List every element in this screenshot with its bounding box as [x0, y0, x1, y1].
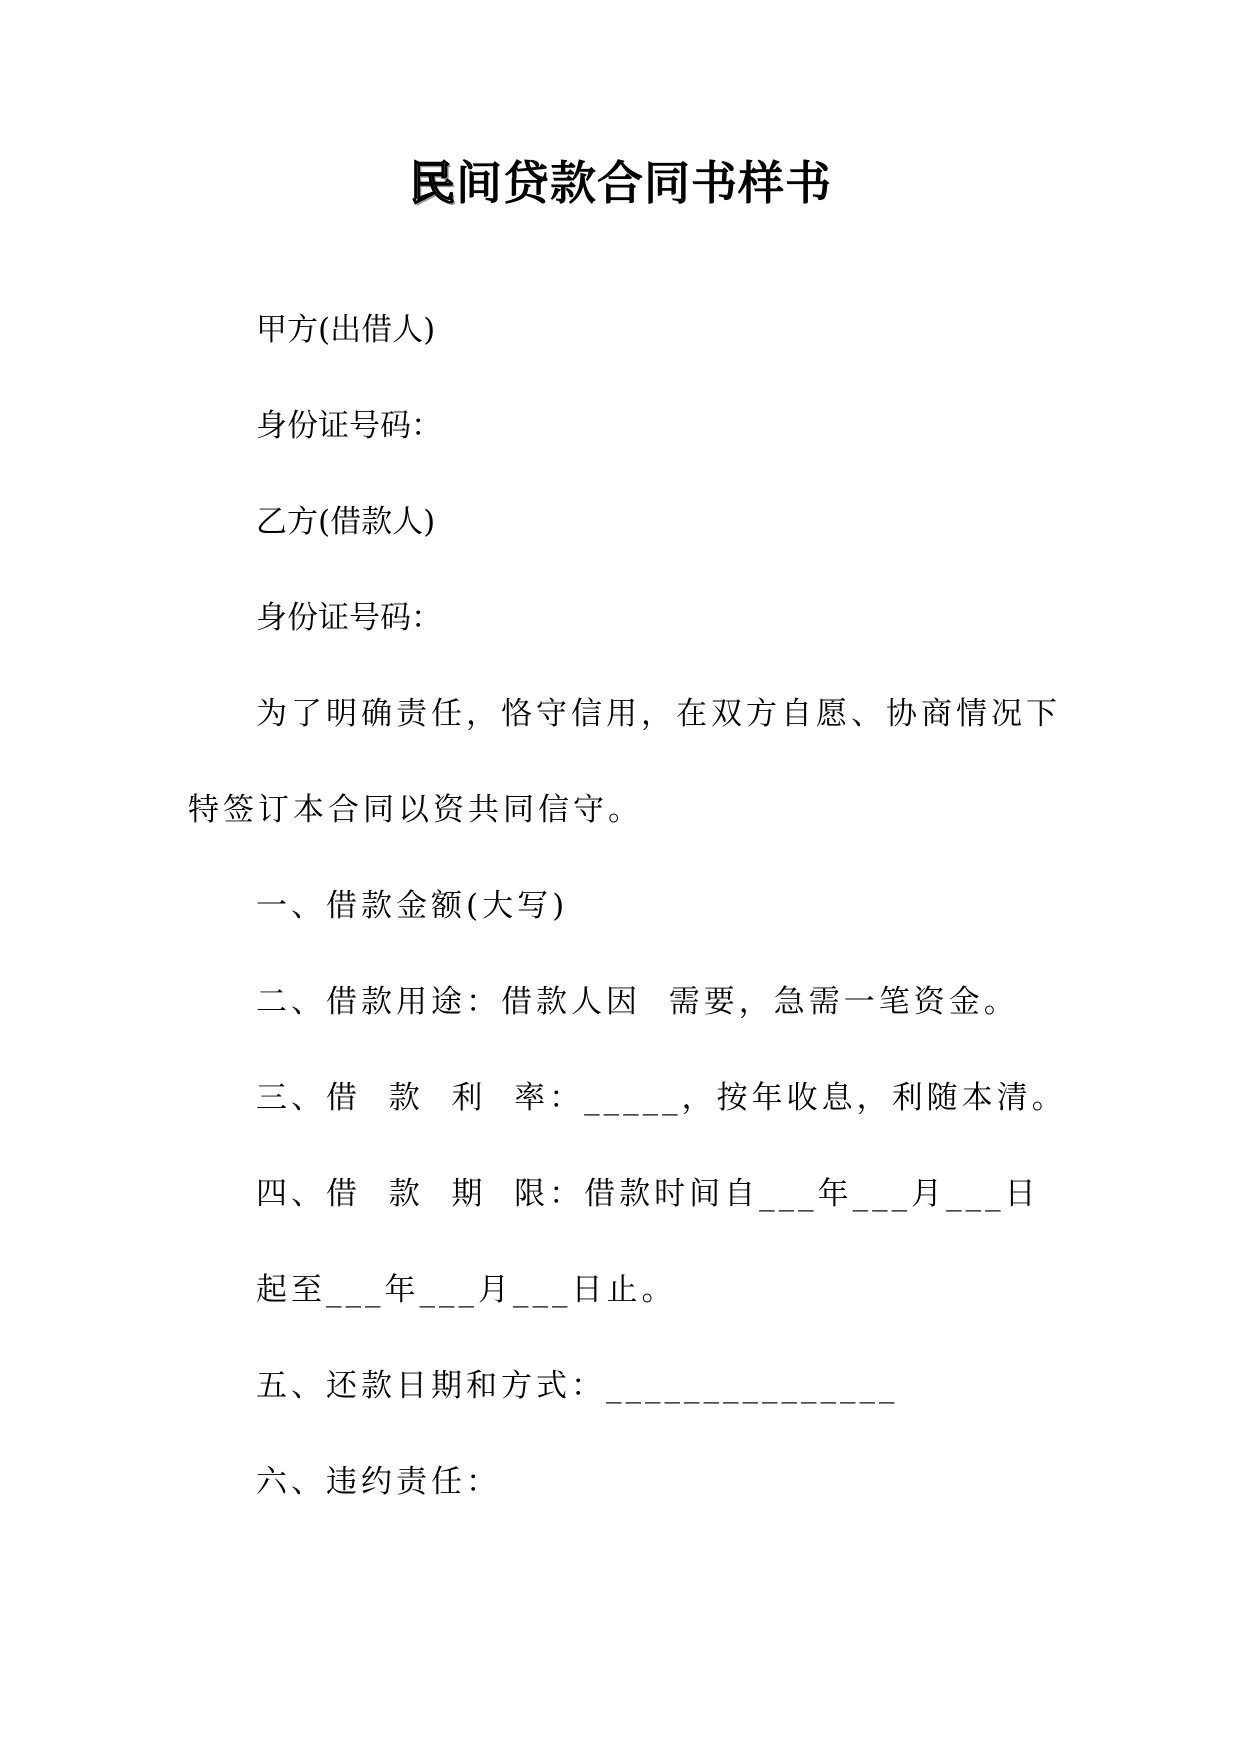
borrower-id-line: 身份证号码：: [256, 600, 442, 636]
title-outlined-char: 民: [409, 156, 456, 210]
document-title: [0, 153, 1241, 213]
clause-interest-rate: 三、借 款 利 率：_____，按年收息，利随本清。: [256, 1080, 1067, 1116]
clause-repayment: 五、还款日期和方式：_______________: [256, 1368, 899, 1404]
lender-line: 甲方(出借人): [256, 312, 436, 348]
clause-amount: 一、借款金额(大写): [256, 888, 569, 924]
title-text: 间贷款合同书样书: [456, 156, 832, 210]
clause-term-end: 起至___年___月___日止。: [256, 1272, 677, 1308]
clause-liability: 六、违约责任：: [256, 1464, 501, 1500]
preamble-line-1: 为了明确责任，恪守信用，在双方自愿、协商情况下: [256, 696, 1061, 732]
clause-purpose: 二、借款用途：借款人因 需要，急需一笔资金。: [256, 984, 1019, 1020]
lender-id-line: 身份证号码：: [256, 408, 442, 444]
borrower-line: 乙方(借款人): [256, 504, 436, 540]
preamble-line-2: 特签订本合同以资共同信守。: [188, 792, 643, 828]
clause-term: 四、借 款 期 限：借款时间自___年___月___日: [256, 1176, 1040, 1212]
